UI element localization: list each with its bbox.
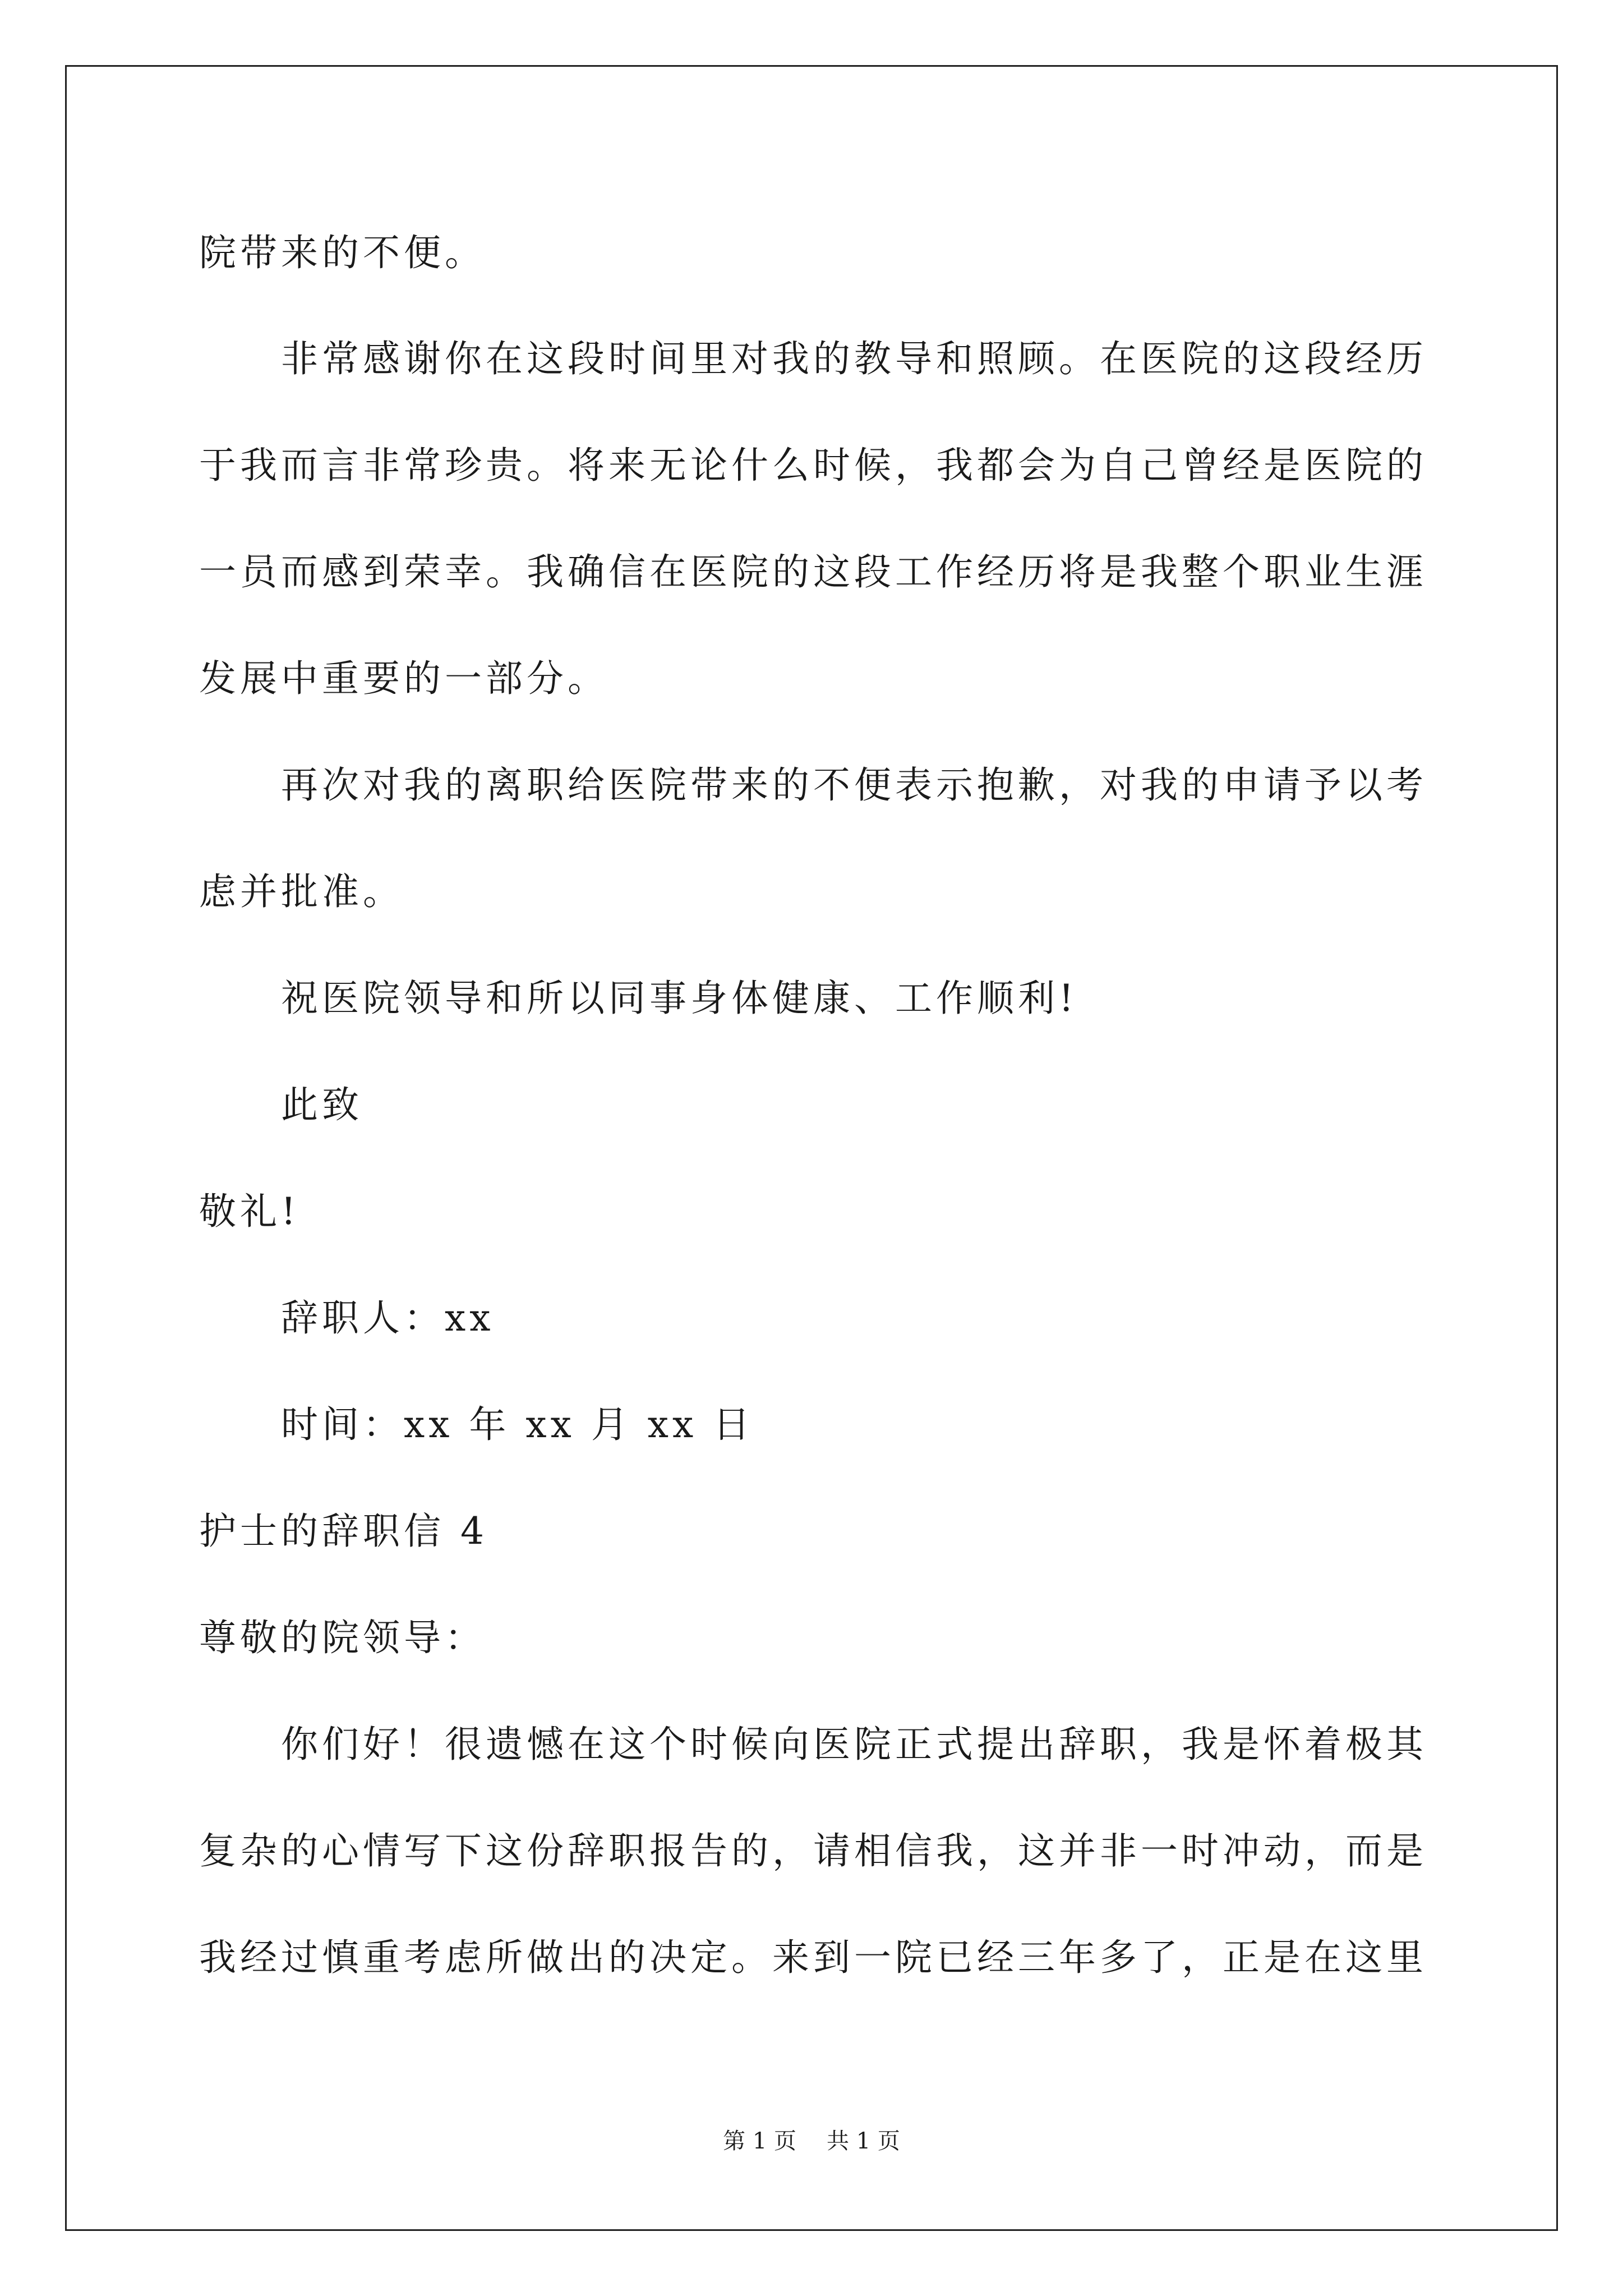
text-line: 一员而感到荣幸。我确信在医院的这段工作经历将是我整个职业生涯 (199, 550, 1427, 593)
text-line: 虑并批准。 (199, 870, 404, 913)
text-line: 祝医院领导和所以同事身体健康、工作顺利! (281, 977, 1078, 1020)
section-heading: 护士的辞职信 4 (199, 1510, 488, 1553)
text-line: 你们好！很遗憾在这个时候向医院正式提出辞职，我是怀着极其 (281, 1723, 1427, 1766)
text-line: 复杂的心情写下这份辞职报告的，请相信我，这并非一时冲动，而是 (199, 1829, 1427, 1872)
closing-line: 此致 (281, 1083, 363, 1126)
salutation-line: 敬礼! (199, 1190, 300, 1233)
text-line: 院带来的不便。 (199, 231, 486, 274)
page-total: 共 1 页 (827, 2128, 900, 2154)
text-line: 发展中重要的一部分。 (199, 657, 608, 700)
date-line: 时间：xx 年 xx 月 xx 日 (281, 1403, 754, 1446)
text-line: 于我而言非常珍贵。将来无论什么时候，我都会为自己曾经是医院的 (199, 444, 1427, 487)
text-line: 再次对我的离职给医院带来的不便表示抱歉，对我的申请予以考 (281, 763, 1427, 807)
page-number: 第 1 页 (723, 2128, 796, 2154)
page-footer (0, 2130, 1623, 2152)
signature-line: 辞职人：xx (281, 1296, 495, 1340)
text-line: 我经过慎重考虑所做出的决定。来到一院已经三年多了，正是在这里 (199, 1936, 1427, 1979)
greeting-line: 尊敬的院领导： (199, 1616, 486, 1659)
text-line: 非常感谢你在这段时间里对我的教导和照顾。在医院的这段经历 (281, 337, 1427, 380)
page-border (65, 65, 1558, 2231)
